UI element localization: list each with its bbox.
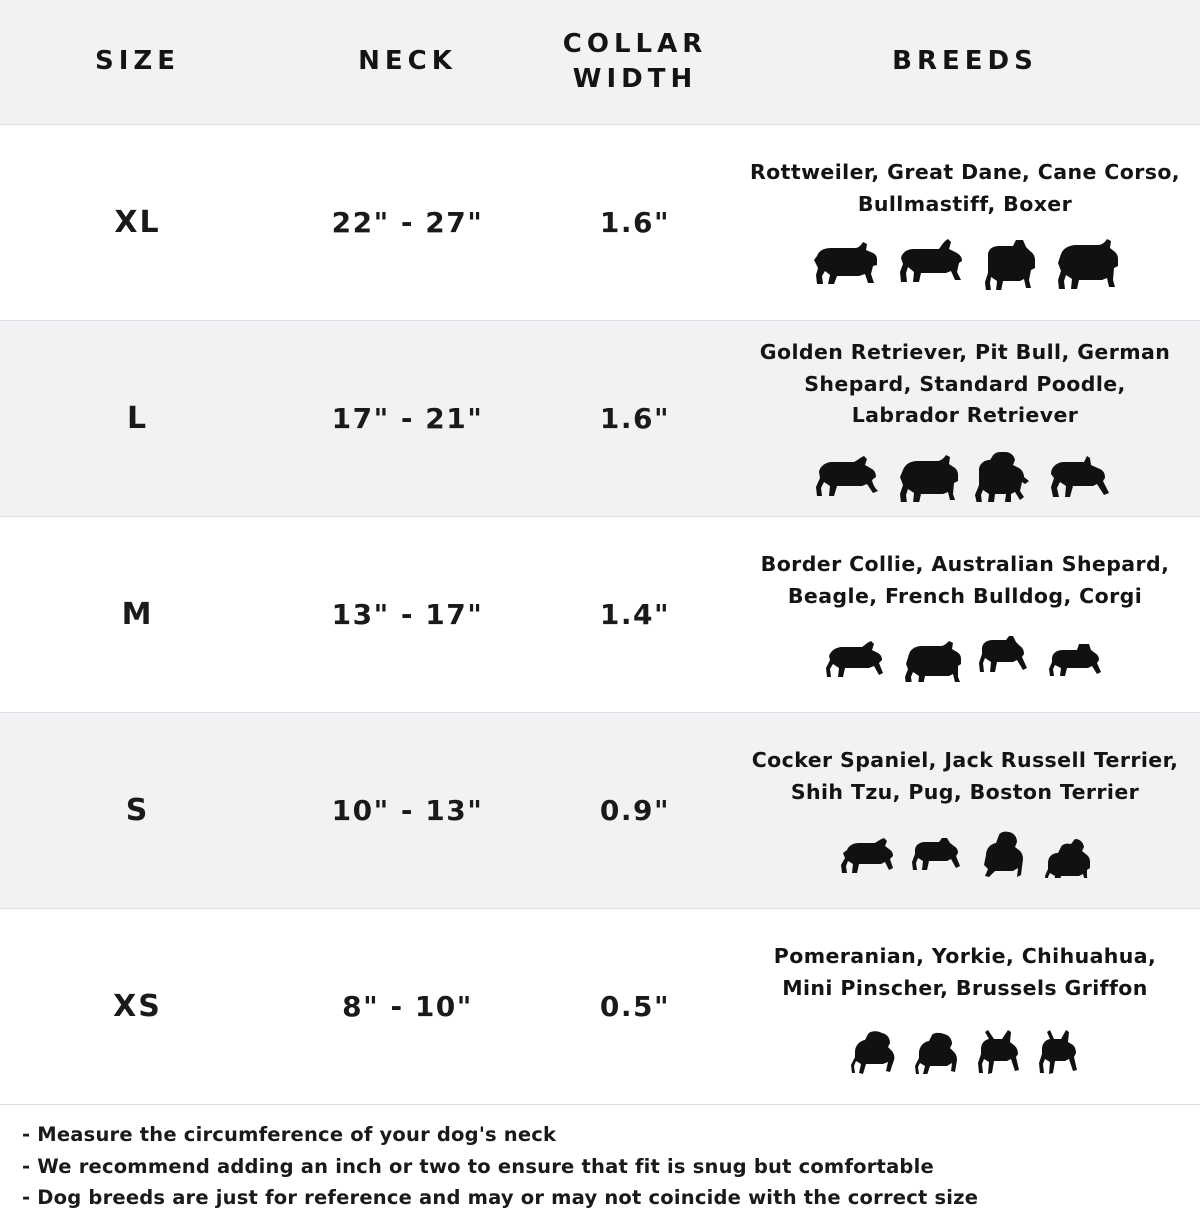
- pomeranian-silhouette: [848, 1030, 900, 1074]
- column-header-breeds: BREEDS: [892, 46, 1038, 77]
- breed-silhouette-group: [823, 620, 1107, 682]
- table-row: [0, 516, 1200, 712]
- collar-width-value: 1.6": [599, 206, 671, 239]
- collar-width-value: 1.6": [599, 402, 671, 435]
- beagle-silhouette: [901, 638, 963, 682]
- pit-bull-silhouette: [895, 454, 961, 502]
- breeds-list: Pomeranian, Yorkie, Chihuahua, Mini Pinscher, Brussels Griffon: [773, 943, 1157, 1000]
- column-header-size: SIZE: [94, 46, 180, 77]
- row-neck-cell: [275, 517, 540, 712]
- column-header-collar-width-line2: WIDTH: [572, 64, 698, 94]
- golden-retriever-silhouette: [813, 454, 881, 502]
- row-neck-cell: [275, 713, 540, 908]
- table-row: [0, 712, 1200, 908]
- chihuahua-silhouette: [976, 1028, 1022, 1074]
- collar-width-value: 0.5": [599, 990, 671, 1023]
- row-neck-cell: [275, 909, 540, 1104]
- row-collar-width-cell: [540, 713, 730, 908]
- row-breeds-cell: [730, 321, 1200, 516]
- table-row: [0, 124, 1200, 320]
- mini-pinscher-silhouette: [1036, 1028, 1082, 1074]
- note-breed-reference: - Dog breeds are just for reference and may or may not coincide with the correct size: [22, 1186, 979, 1210]
- collar-width-value: 0.9": [599, 794, 671, 827]
- neck-value: 13" - 17": [331, 598, 484, 631]
- table-row: [0, 908, 1200, 1104]
- row-size-cell: [0, 125, 275, 320]
- row-breeds-cell: [730, 909, 1200, 1104]
- jack-russell-silhouette: [909, 836, 965, 878]
- great-dane-silhouette: [897, 238, 969, 290]
- border-collie-silhouette: [823, 638, 887, 682]
- column-header-collar-width: [540, 27, 730, 97]
- row-neck-cell: [275, 321, 540, 516]
- neck-value: 10" - 13": [331, 794, 484, 827]
- column-header-collar-width-line1: COLLAR: [562, 28, 708, 59]
- breed-silhouette-group: [848, 1012, 1082, 1074]
- australian-shepherd-silhouette: [977, 634, 1033, 682]
- breeds-list: Golden Retriever, Pit Bull, German Shepard, Standard Poodle, Labrador Retriever: [759, 339, 1171, 428]
- row-breeds-cell: [730, 713, 1200, 908]
- rottweiler-silhouette: [811, 238, 883, 290]
- row-collar-width-cell: [540, 517, 730, 712]
- collar-width-value: 1.4": [599, 598, 671, 631]
- size-label: XL: [114, 205, 161, 240]
- breeds-list: Cocker Spaniel, Jack Russell Terrier, Shih Tzu, Pug, Boston Terrier: [751, 747, 1179, 804]
- note-measure: - Measure the circumference of your dog's neck: [22, 1123, 557, 1146]
- poodle-silhouette: [975, 450, 1033, 502]
- row-size-cell: [0, 321, 275, 516]
- row-collar-width-cell: [540, 321, 730, 516]
- doberman-silhouette: [983, 238, 1039, 290]
- size-label: L: [126, 401, 149, 436]
- size-label: XS: [113, 989, 162, 1024]
- row-breeds-cell: [730, 125, 1200, 320]
- shih-tzu-silhouette: [979, 830, 1029, 878]
- table-row: [0, 320, 1200, 516]
- yorkie-silhouette: [914, 1032, 962, 1074]
- row-size-cell: [0, 909, 275, 1104]
- row-collar-width-cell: [540, 909, 730, 1104]
- breeds-list: Rottweiler, Great Dane, Cane Corso, Bullmastiff, Boxer: [750, 159, 1180, 216]
- breed-silhouette-group: [837, 816, 1093, 878]
- breeds-list: Border Collie, Australian Shepard, Beagle, French Bulldog, Corgi: [760, 551, 1170, 608]
- row-size-cell: [0, 713, 275, 908]
- size-label: M: [121, 597, 154, 632]
- bullmastiff-silhouette: [1053, 238, 1119, 290]
- breed-silhouette-group: [813, 440, 1117, 502]
- row-size-cell: [0, 517, 275, 712]
- neck-value: 17" - 21": [331, 402, 484, 435]
- note-recommendation: - We recommend adding an inch or two to ensure that fit is snug but comfortable: [22, 1154, 934, 1178]
- row-breeds-cell: [730, 517, 1200, 712]
- pug-silhouette: [1043, 836, 1093, 878]
- cocker-spaniel-silhouette: [837, 836, 895, 878]
- german-shepherd-silhouette: [1047, 452, 1117, 502]
- breed-silhouette-group: [811, 228, 1119, 290]
- notes-section: [0, 1104, 1200, 1224]
- table-header-row: [0, 0, 1200, 124]
- row-neck-cell: [275, 125, 540, 320]
- size-label: S: [125, 793, 150, 828]
- neck-value: 22" - 27": [331, 206, 484, 239]
- neck-value: 8" - 10": [342, 990, 473, 1023]
- corgi-silhouette: [1047, 642, 1107, 682]
- column-header-neck: NECK: [358, 46, 457, 77]
- row-collar-width-cell: [540, 125, 730, 320]
